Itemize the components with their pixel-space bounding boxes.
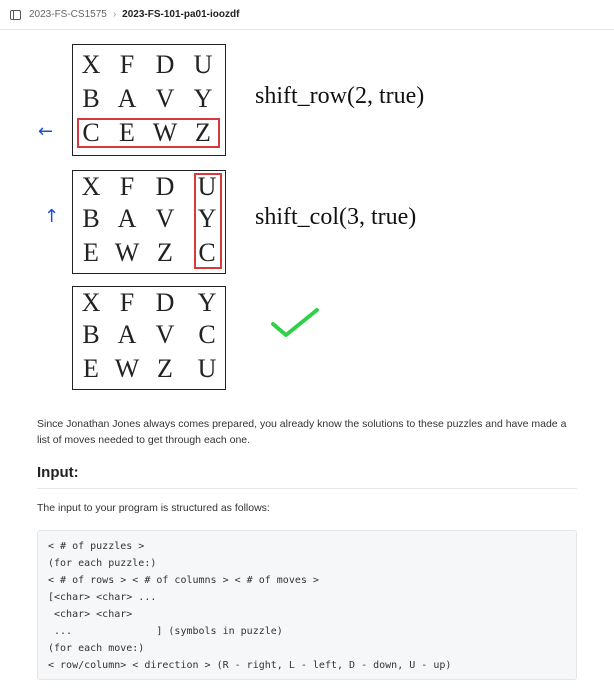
checkmark-icon (268, 304, 322, 340)
left-arrow-icon: ← (38, 121, 54, 142)
grid-cell: U (197, 172, 217, 201)
code-line: < # of rows > < # of columns > < # of moves > (48, 575, 319, 586)
grid-cell: W (114, 238, 140, 267)
grid-cell: B (82, 320, 100, 349)
code-line: [<char> <char> ... (48, 592, 157, 603)
operation-label: shift_col(3, true) (255, 204, 417, 230)
top-bar (0, 0, 614, 30)
grid-cell: Y (197, 204, 217, 233)
puzzle-grid-3 (72, 286, 226, 390)
grid-row (73, 351, 225, 387)
highlight-column-box (194, 173, 222, 269)
grid-cell: A (117, 204, 137, 233)
grid-cell: C (198, 320, 216, 349)
code-line: ... ] (symbols in puzzle) (48, 626, 283, 637)
grid-cell: X (81, 172, 101, 201)
heading-divider (37, 488, 577, 489)
grid-row (73, 285, 225, 321)
grid-cell: V (155, 204, 175, 233)
grid-cell: D (155, 172, 175, 201)
puzzle-grid-1 (72, 44, 226, 156)
grid-cell: E (83, 238, 99, 267)
grid-cell: B (82, 204, 100, 233)
grid-cell: W (114, 354, 140, 383)
code-line: < # of puzzles > (48, 541, 145, 552)
grid-cell: F (119, 288, 135, 317)
grid-cell: F (119, 172, 135, 201)
grid-cell: Z (157, 354, 173, 383)
code-line: < row/column> < direction > (R - right, L - left, D - down, U - up) (48, 660, 452, 671)
breadcrumb-separator-icon: › (112, 9, 117, 20)
up-arrow-icon: ↑ (44, 206, 60, 227)
grid-cell: B (82, 84, 100, 113)
input-heading: Input: (37, 464, 79, 481)
grid-cell: X (81, 50, 101, 79)
grid-cell: Z (195, 118, 211, 147)
code-line: (for each puzzle:) (48, 558, 157, 569)
code-line: <char> <char> (48, 609, 133, 620)
grid-cell: D (155, 50, 175, 79)
grid-cell: V (155, 320, 175, 349)
grid-cell: W (152, 118, 178, 147)
grid-cell: A (117, 320, 137, 349)
breadcrumb-current: 2023-FS-101-pa01-ioozdf (122, 9, 240, 20)
grid-row (73, 47, 225, 83)
grid-cell: A (117, 84, 137, 113)
grid-cell: Z (157, 238, 173, 267)
highlight-row-box (77, 118, 220, 148)
breadcrumb-parent[interactable]: 2023-FS-CS1575 (29, 9, 107, 20)
grid-cell: E (83, 354, 99, 383)
grid-cell: U (197, 354, 217, 383)
grid-cell: U (193, 50, 213, 79)
grid-cell: C (198, 238, 216, 267)
input-description: The input to your program is structured as follows: (37, 502, 270, 514)
operation-label: shift_row(2, true) (255, 83, 425, 109)
grid-cell: E (119, 118, 135, 147)
grid-cell: D (155, 288, 175, 317)
grid-cell: C (82, 118, 100, 147)
grid-cell: Y (197, 288, 217, 317)
code-block (37, 530, 577, 680)
grid-cell: X (81, 288, 101, 317)
grid-row (73, 81, 225, 117)
grid-row (73, 317, 225, 353)
intro-paragraph: Since Jonathan Jones always comes prepared, you already know the solutions to these puzzles and have made a list of moves needed to get through each one. (37, 418, 567, 446)
grid-cell: F (119, 50, 135, 79)
code-line: (for each move:) (48, 643, 145, 654)
grid-cell: V (155, 84, 175, 113)
sidebar-toggle-icon[interactable] (10, 10, 21, 20)
puzzle-grid-2 (72, 170, 226, 274)
grid-cell: Y (193, 84, 213, 113)
